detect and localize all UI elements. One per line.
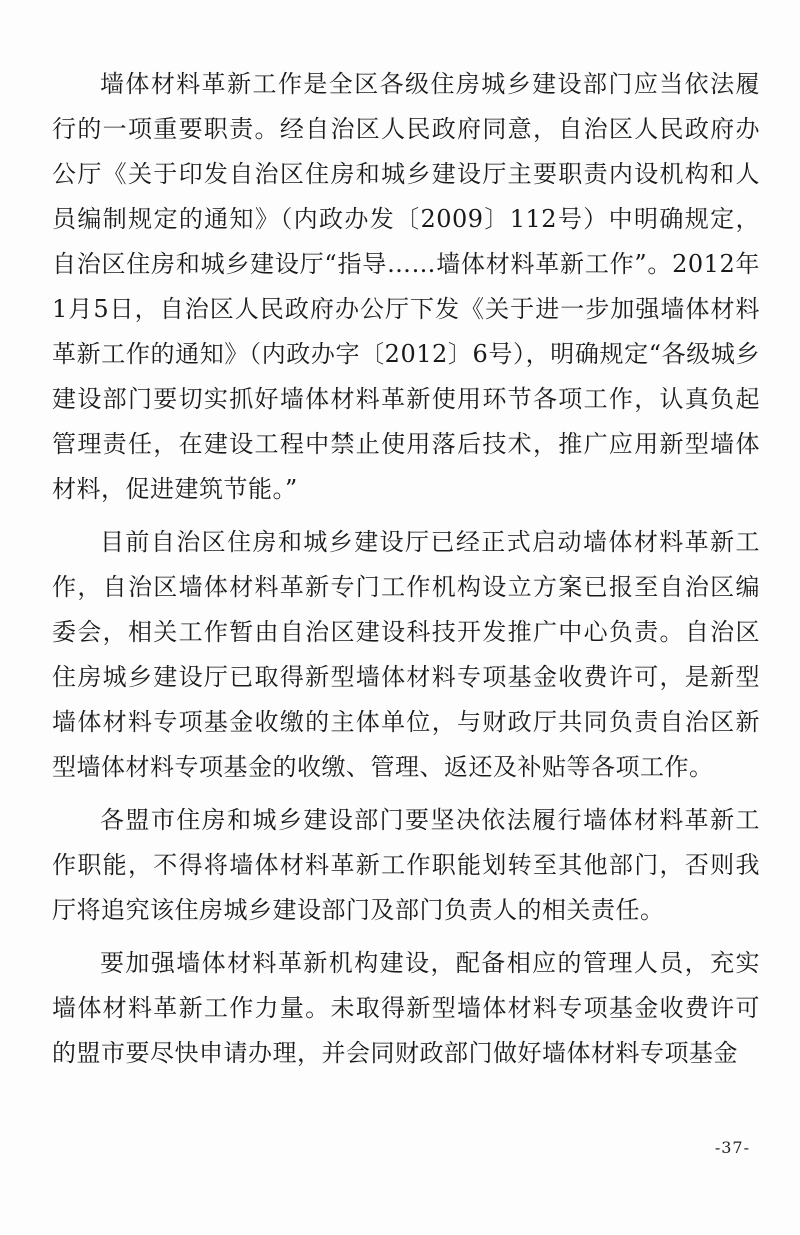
document-body <box>52 62 760 1084</box>
page-number: -37- <box>714 1138 750 1157</box>
paragraph-3: 各盟市住房和城乡建设部门要坚决依法履行墙体材料革新工作职能，不得将墙体材料革新工作职能划转至其他部门，否则我厅将追究该住房城乡建设部门及部门负责人的相关责任。 <box>52 806 760 924</box>
paragraph-1: 墙体材料革新工作是全区各级住房城乡建设部门应当依法履行的一项重要职责。经自治区人民政府同意，自治区人民政府办公厅《关于印发自治区住房和城乡建设厅主要职责内设机构和人员编制规定的通知》（内政办发〔2009〕112号）中明确规定，自治区住房和城乡建设厅“指导……墙体材料革新工作”。2012年1月5日，自治区人民政府办公厅下发《关于进一步加强墙体材料革新工作的通知》（内政办字〔2012〕6号），明确规定“各级城乡建设部门要切实抓好墙体材料革新使用环节各项工作，认真负起管理责任，在建设工程中禁止使用落后技术，推广应用新型墙体材料，促进建筑节能。” <box>52 70 760 503</box>
paragraph-2: 目前自治区住房和城乡建设厅已经正式启动墙体材料革新工作，自治区墙体材料革新专门工作机构设立方案已报至自治区编委会，相关工作暂由自治区建设科技开发推广中心负责。自治区住房城乡建设厅已取得新型墙体材料专项基金收费许可，是新型墙体材料专项基金收缴的主体单位，与财政厅共同负责自治区新型墙体材料专项基金的收缴、管理、返还及补贴等各项工作。 <box>52 528 760 781</box>
paragraph-4: 要加强墙体材料革新机构建设，配备相应的管理人员，充实墙体材料革新工作力量。未取得新型墙体材料专项基金收费许可的盟市要尽快申请办理，并会同财政部门做好墙体材料专项基金 <box>52 949 760 1067</box>
